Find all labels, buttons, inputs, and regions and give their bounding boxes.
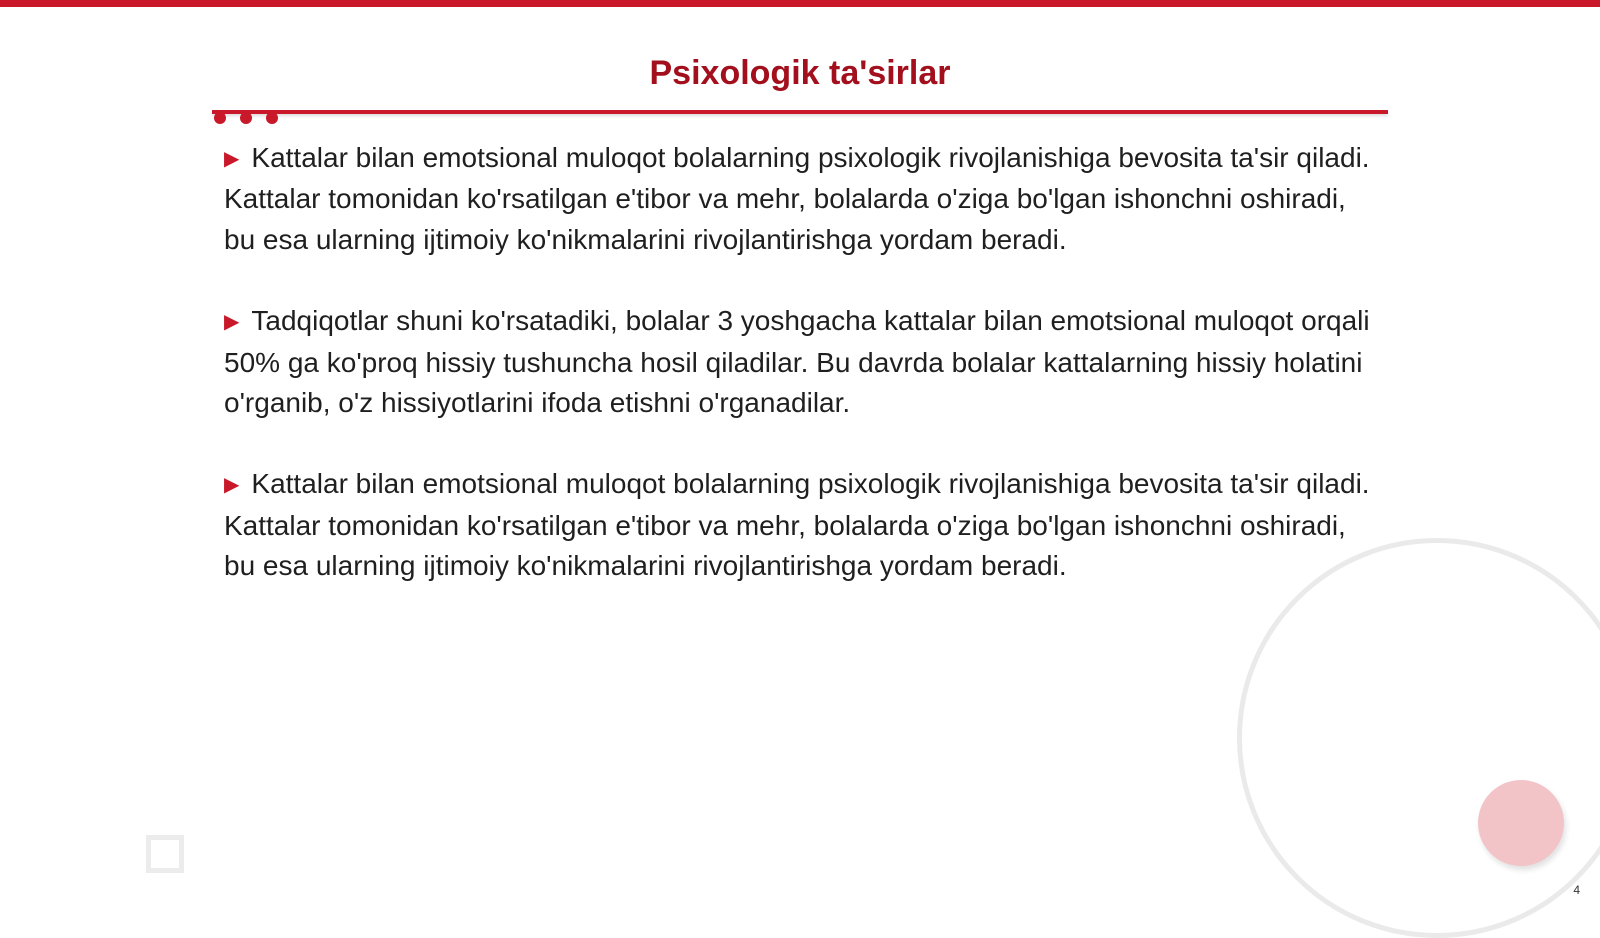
bullet-text: Kattalar bilan emotsional muloqot bolalarning psixologik rivojlanishiga bevosita ta'sir qiladi. Kattalar tomonidan ko'rsatilgan e'tibor va mehr, bolalarda o'ziga bo'lgan ishonchni oshiradi, bu esa ularning ijtimoiy ko'nikmalarini rivojlantirishga yordam beradi. — [224, 142, 1370, 255]
decorative-square — [146, 835, 184, 873]
triangle-bullet-icon: ▶ — [224, 148, 240, 170]
underline-dot — [266, 112, 278, 124]
bullet-item — [224, 138, 1374, 260]
title-underline — [212, 110, 1388, 114]
triangle-bullet-icon: ▶ — [224, 311, 240, 334]
bullet-list — [224, 138, 1374, 628]
underline-dot — [240, 112, 252, 124]
top-accent-bar — [0, 0, 1600, 7]
bullet-item — [224, 301, 1374, 423]
bullet-text: Kattalar bilan emotsional muloqot bolalarning psixologik rivojlanishiga bevosita ta'sir qiladi. Kattalar tomonidan ko'rsatilgan e'tibor va mehr, bolalarda o'ziga bo'lgan ishonchni oshiradi, bu esa ularning ijtimoiy ko'nikmalarini rivojlantirishga yordam beradi. — [224, 468, 1370, 582]
bullet-item — [224, 464, 1374, 586]
slide-title: Psixologik ta'sirlar — [649, 54, 951, 92]
decorative-pink-circle — [1478, 780, 1564, 866]
triangle-bullet-icon: ▶ — [224, 474, 240, 497]
page-number: 4 — [1573, 883, 1580, 897]
bullet-text: Tadqiqotlar shuni ko'rsatadiki, bolalar 3 yoshgacha kattalar bilan emotsional muloqot orqali 50% ga ko'proq hissiy tushuncha hosil qiladilar. Bu davrda bolalar kattalarning hissiy holatini o'rganib, o'z hissiyotlarini ifoda etishni o'rganadilar. — [224, 305, 1370, 419]
underline-dot — [214, 112, 226, 124]
